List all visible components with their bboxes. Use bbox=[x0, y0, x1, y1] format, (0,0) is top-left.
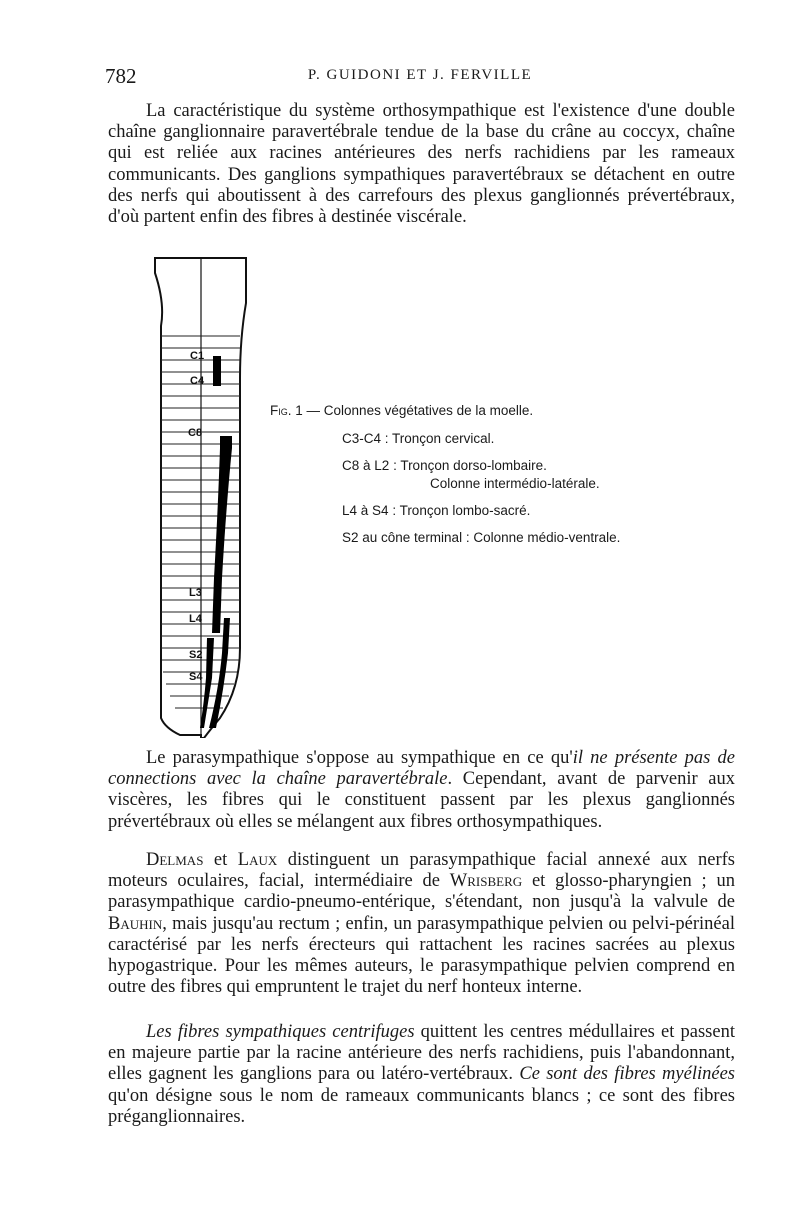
page-number: 782 bbox=[105, 64, 137, 88]
name-wrisberg: Wrisberg bbox=[449, 871, 523, 892]
paragraph-2 bbox=[108, 748, 735, 833]
running-head: P. GUIDONI ET J. FERVILLE bbox=[307, 67, 533, 83]
para2-rest: . Cependant, avant de parvenir aux viscères, les fibres qui le constituent passent par les plexus ganglionnés prévertébraux où elles se mélangent aux fibres orthosympathiques. bbox=[108, 769, 736, 832]
fig-label: Fig. 1 bbox=[270, 403, 303, 418]
caption-key: C8 à L2 bbox=[342, 458, 390, 473]
para3-text: distinguent un parasympathique facial annexé aux nerfs moteurs oculaires, facial, intermédiaire de bbox=[108, 850, 735, 892]
para3-text: , mais jusqu'au rectum ; enfin, un parasympathique pelvien ou pelvi-périnéal caractérisé par les nerfs érecteurs qui rattachent les racines sacrées au plexus hypogastrique. Pour les mêmes auteurs, le parasympathique pelvien comprend en outre des fibres qui empruntent le trajet du nerf honteux interne. bbox=[108, 913, 735, 998]
label-s2: S2 bbox=[189, 649, 203, 661]
caption-text: Colonne intermédio-latérale. bbox=[430, 476, 600, 491]
fig-title: — Colonnes végétatives de la moelle. bbox=[306, 403, 534, 418]
caption-text: : Colonne médio-ventrale. bbox=[465, 530, 621, 545]
para4-italic-1: Les fibres sympathiques centrifuges bbox=[146, 1022, 415, 1042]
author-laux: Laux bbox=[237, 850, 278, 870]
para4-italic-2: Ce sont des fibres myélinées bbox=[519, 1064, 735, 1085]
label-l3: L3 bbox=[189, 587, 202, 599]
para3-text: et bbox=[203, 850, 238, 870]
label-l4: L4 bbox=[189, 613, 202, 625]
caption-text: : Tronçon lombo-sacré. bbox=[392, 503, 531, 518]
caption-key: S2 au cône terminal bbox=[342, 530, 463, 545]
spinal-cord-diagram bbox=[140, 248, 270, 738]
name-bauhin: Bauhin bbox=[108, 913, 163, 934]
intro-paragraph: La caractéristique du système orthosympathique est l'existence d'une double chaîne ganglionnaire paravertébrale tendue de la base du crâne au coccyx, chaîne qui est reliée aux racines antérieures des nerfs rachidiens par les rameaux communicants. Des ganglions sympathiques paravertébraux se détachent en outre des nerfs qui aboutissent à des carrefours des plexus ganglionnés prévertébraux, d'où partent enfin des fibres à destinée viscérale. bbox=[108, 101, 735, 228]
page-header bbox=[105, 64, 735, 88]
para3-text: et glosso-pharyngien ; un parasympathique cardio-pneumo-entérique, s'étendant, non jusqu'à la valvule de bbox=[108, 871, 735, 913]
caption-text: : Tronçon dorso-lombaire. bbox=[393, 458, 547, 473]
spinal-cord-figure bbox=[140, 248, 270, 743]
paragraph-3 bbox=[108, 850, 735, 998]
caption-key: C3-C4 bbox=[342, 431, 382, 446]
caption-key: L4 à S4 bbox=[342, 503, 389, 518]
para4-text: qu'on désigne sous le nom de rameaux communicants blancs ; ce sont des fibres préganglionnaires. bbox=[108, 1085, 735, 1127]
author-delmas: Delmas bbox=[146, 850, 204, 870]
label-c4: C4 bbox=[190, 375, 205, 387]
label-c8: C8 bbox=[188, 427, 203, 439]
caption-text: : Tronçon cervical. bbox=[384, 431, 495, 446]
para2-lead: Le parasympathique s'oppose au sympathique en ce qu' bbox=[146, 748, 573, 768]
paragraph-4 bbox=[108, 1022, 735, 1128]
label-s4: S4 bbox=[189, 671, 203, 683]
para2-italic: il ne présente pas de connections avec la chaîne paravertébrale bbox=[108, 748, 735, 790]
label-c1: C1 bbox=[190, 350, 205, 362]
para4-text: quittent les centres médullaires et passent en majeure partie par la racine antérieure des nerfs rachidiens, puis l'abandonnant, elles gagnent les ganglions para ou latéro-vertébraux. bbox=[108, 1022, 735, 1085]
